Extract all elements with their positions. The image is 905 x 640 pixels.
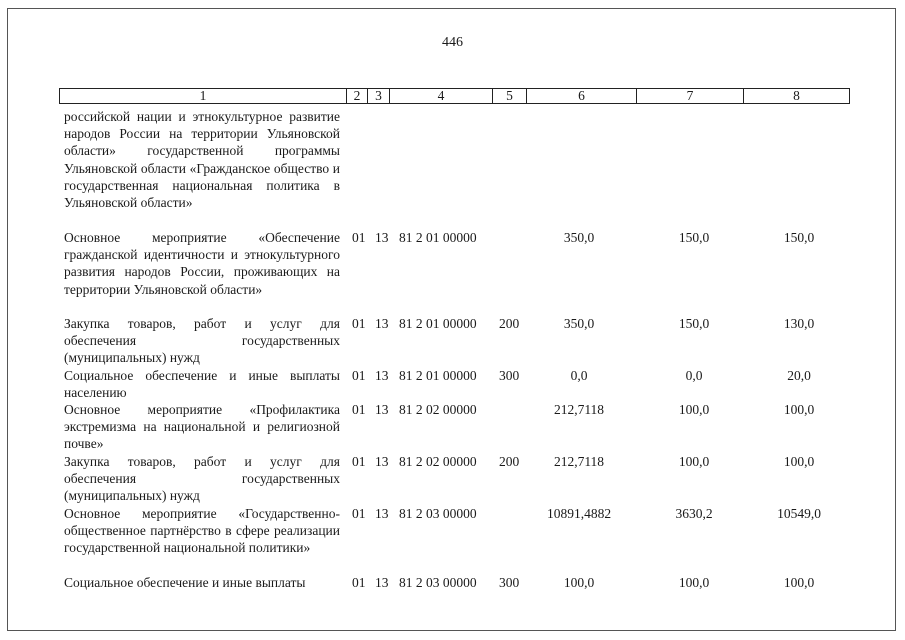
row-section-code: 01 <box>352 316 366 331</box>
header-col-5: 5 <box>492 89 526 103</box>
row-value-col6: 212,7118 <box>553 454 605 469</box>
row-target-article: 81 2 03 00000 <box>399 506 477 521</box>
row-value-col7: 0,0 <box>685 368 703 383</box>
row-description: Закупка товаров, работ и услуг для обеспечения государственных (муниципальных) нужд <box>64 316 340 366</box>
row-description: российской нации и этнокультурное развитие народов России на территории Ульяновской области» государственной программы Ульяновской области «Гражданское общество и государственная национальная политика в Ульяновской области» <box>64 109 340 211</box>
row-value-col8: 100,0 <box>783 454 815 469</box>
row-value-col7: 100,0 <box>678 402 710 417</box>
row-subsection-code: 13 <box>375 506 389 521</box>
row-target-article: 81 2 02 00000 <box>399 454 477 469</box>
table-header <box>59 88 850 104</box>
row-description: Закупка товаров, работ и услуг для обеспечения государственных (муниципальных) нужд <box>64 454 340 504</box>
row-section-code: 01 <box>352 506 366 521</box>
row-subsection-code: 13 <box>375 402 389 417</box>
row-section-code: 01 <box>352 575 366 590</box>
row-value-col6: 100,0 <box>563 575 595 590</box>
row-value-col6: 0,0 <box>570 368 588 383</box>
row-value-col7: 3630,2 <box>675 506 713 521</box>
header-col-8: 8 <box>743 89 849 103</box>
row-description: Социальное обеспечение и иные выплаты <box>64 575 306 590</box>
row-expense-type: 200 <box>499 316 520 331</box>
row-value-col6: 212,7118 <box>553 402 605 417</box>
row-value-col8: 10549,0 <box>777 506 821 521</box>
row-value-col7: 150,0 <box>678 316 710 331</box>
row-value-col8: 100,0 <box>783 402 815 417</box>
row-expense-type: 200 <box>499 454 520 469</box>
row-section-code: 01 <box>352 368 366 383</box>
header-col-3: 3 <box>367 89 389 103</box>
row-target-article: 81 2 03 00000 <box>399 575 477 590</box>
header-col-2: 2 <box>346 89 367 103</box>
header-col-4: 4 <box>389 89 492 103</box>
row-value-col8: 150,0 <box>783 230 815 245</box>
page-number: 446 <box>442 35 463 50</box>
row-subsection-code: 13 <box>375 575 389 590</box>
row-subsection-code: 13 <box>375 230 389 245</box>
row-target-article: 81 2 01 00000 <box>399 316 477 331</box>
row-value-col8: 130,0 <box>783 316 815 331</box>
header-col-1: 1 <box>199 88 207 103</box>
row-value-col7: 100,0 <box>678 575 710 590</box>
header-col-6: 6 <box>526 89 636 103</box>
row-section-code: 01 <box>352 454 366 469</box>
row-description: Социальное обеспечение и иные выплаты населению <box>64 368 340 401</box>
row-value-col8: 20,0 <box>787 368 811 383</box>
row-value-col6: 10891,4882 <box>546 506 612 521</box>
row-target-article: 81 2 01 00000 <box>399 230 477 245</box>
row-target-article: 81 2 01 00000 <box>399 368 477 383</box>
row-target-article: 81 2 02 00000 <box>399 402 477 417</box>
row-value-col7: 150,0 <box>678 230 710 245</box>
row-subsection-code: 13 <box>375 454 389 469</box>
row-description: Основное мероприятие «Профилактика экстремизма на национальной и религиозной почве» <box>64 402 340 452</box>
row-subsection-code: 13 <box>375 368 389 383</box>
row-value-col6: 350,0 <box>563 230 595 245</box>
row-section-code: 01 <box>352 402 366 417</box>
row-subsection-code: 13 <box>375 316 389 331</box>
row-value-col6: 350,0 <box>563 316 595 331</box>
row-expense-type: 300 <box>499 368 520 383</box>
header-col-7: 7 <box>636 89 743 103</box>
row-expense-type: 300 <box>499 575 520 590</box>
row-value-col8: 100,0 <box>783 575 815 590</box>
row-description: Основное мероприятие «Государственно-общественное партнёрство в сфере реализации государственной национальной политики» <box>64 506 340 556</box>
row-value-col7: 100,0 <box>678 454 710 469</box>
row-section-code: 01 <box>352 230 366 245</box>
row-description: Основное мероприятие «Обеспечение гражданской идентичности и этнокультурного развития народов России, проживающих на территории Ульяновской области» <box>64 230 340 297</box>
